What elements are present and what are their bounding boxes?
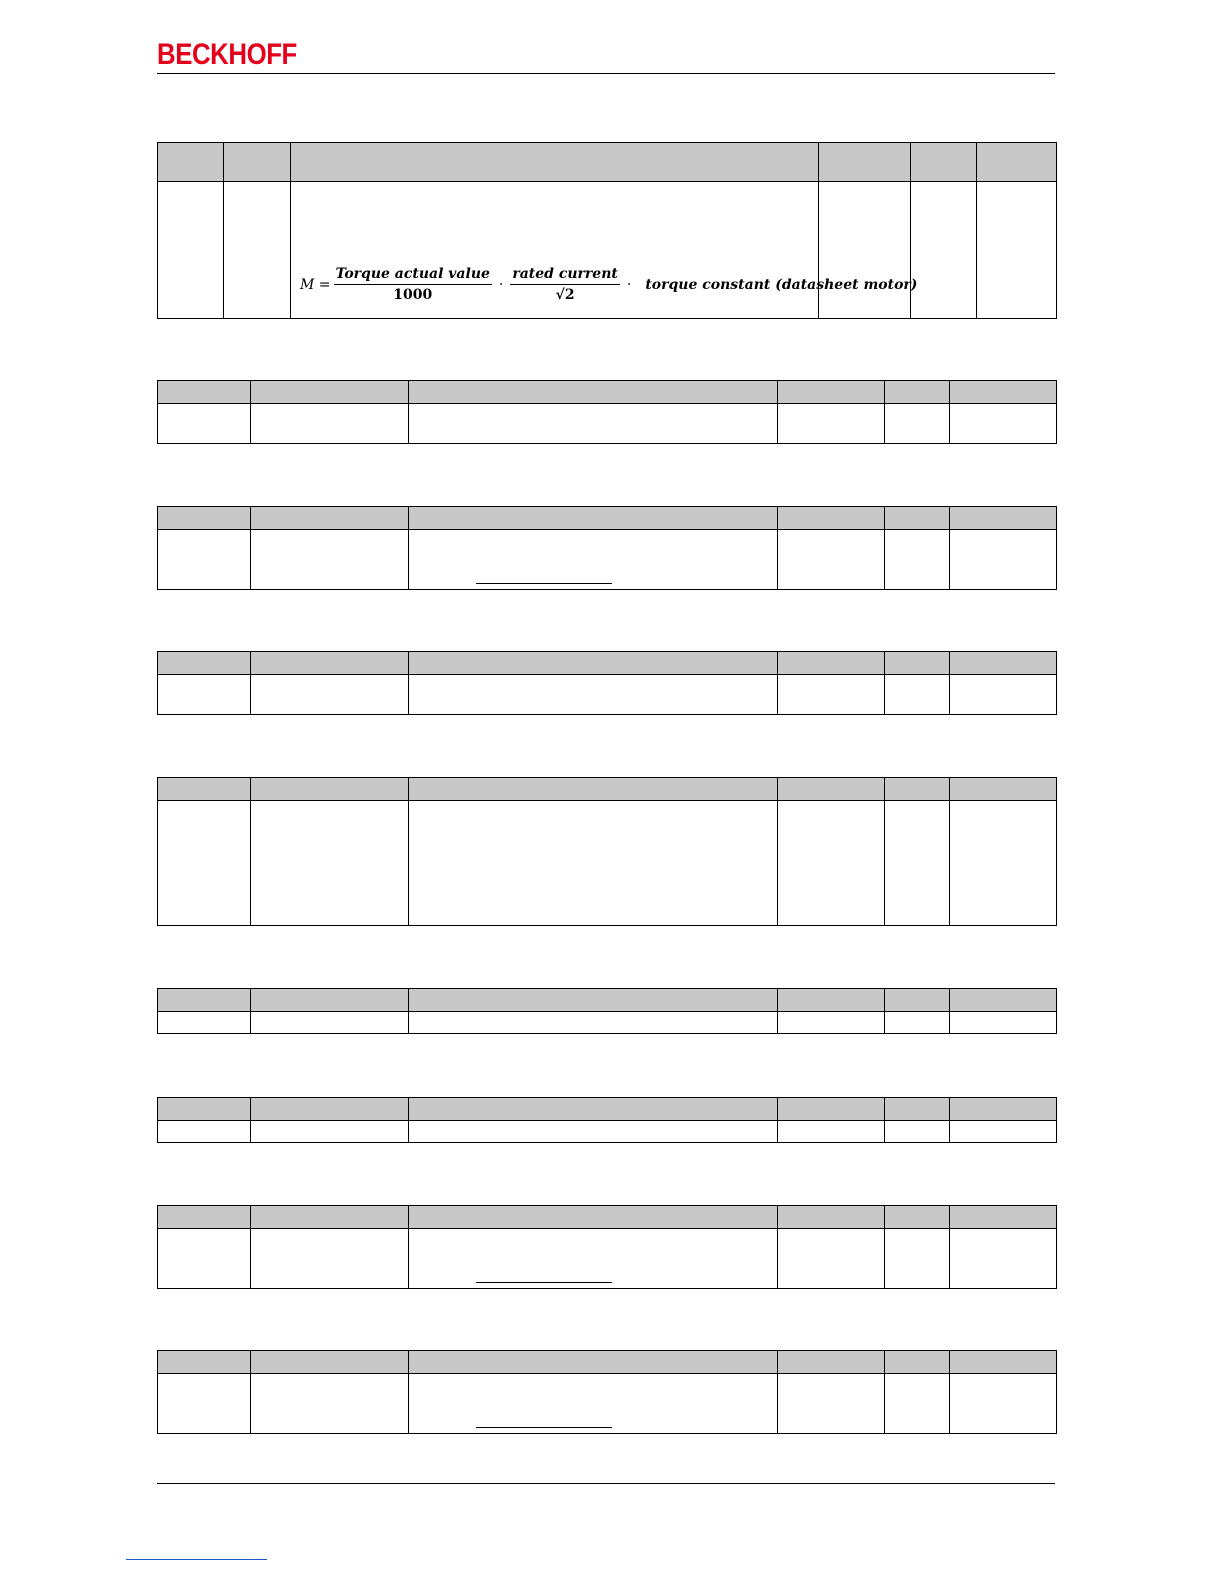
table-row xyxy=(158,1121,1057,1143)
formula-dot: · xyxy=(626,276,632,293)
object-table-6 xyxy=(157,988,1057,1034)
table-row xyxy=(158,1229,1057,1289)
table-header-row xyxy=(158,778,1057,801)
object-table-9 xyxy=(157,1350,1057,1434)
table-header-row xyxy=(158,143,1057,182)
hyperlink-underline[interactable] xyxy=(126,1559,267,1560)
table-row xyxy=(158,675,1057,715)
table-header-row xyxy=(158,1098,1057,1121)
formula-lhs: M = xyxy=(300,276,331,293)
table-row xyxy=(158,801,1057,926)
table-row xyxy=(158,404,1057,444)
table-header-row xyxy=(158,652,1057,675)
underline-rule xyxy=(476,1427,612,1428)
formula-dot: · xyxy=(498,276,504,293)
formula-fraction-current xyxy=(510,266,620,303)
formula-torque-constant: torque constant (datasheet motor) xyxy=(645,276,918,293)
object-table-2 xyxy=(157,380,1057,444)
header-rule xyxy=(157,73,1055,74)
fraction-numerator: rated current xyxy=(510,266,620,285)
underline-rule xyxy=(476,1282,612,1283)
object-table-5 xyxy=(157,777,1057,926)
table-row xyxy=(158,1374,1057,1434)
formula-fraction-torque xyxy=(334,266,492,303)
fraction-numerator: Torque actual value xyxy=(334,266,492,285)
object-table-7 xyxy=(157,1097,1057,1143)
fraction-denominator: √2 xyxy=(555,287,575,303)
torque-formula xyxy=(300,266,917,303)
table-row xyxy=(158,1012,1057,1034)
table-header-row xyxy=(158,1206,1057,1229)
table-header-row xyxy=(158,507,1057,530)
table-header-row xyxy=(158,989,1057,1012)
underline-rule xyxy=(476,583,612,584)
object-table-4 xyxy=(157,651,1057,715)
table-row xyxy=(158,530,1057,590)
footer-rule xyxy=(157,1483,1055,1484)
table-header-row xyxy=(158,381,1057,404)
beckhoff-logo: BECKHOFF xyxy=(157,38,297,71)
table-header-row xyxy=(158,1351,1057,1374)
fraction-denominator: 1000 xyxy=(393,287,433,303)
object-table-3 xyxy=(157,506,1057,590)
object-table-8 xyxy=(157,1205,1057,1289)
